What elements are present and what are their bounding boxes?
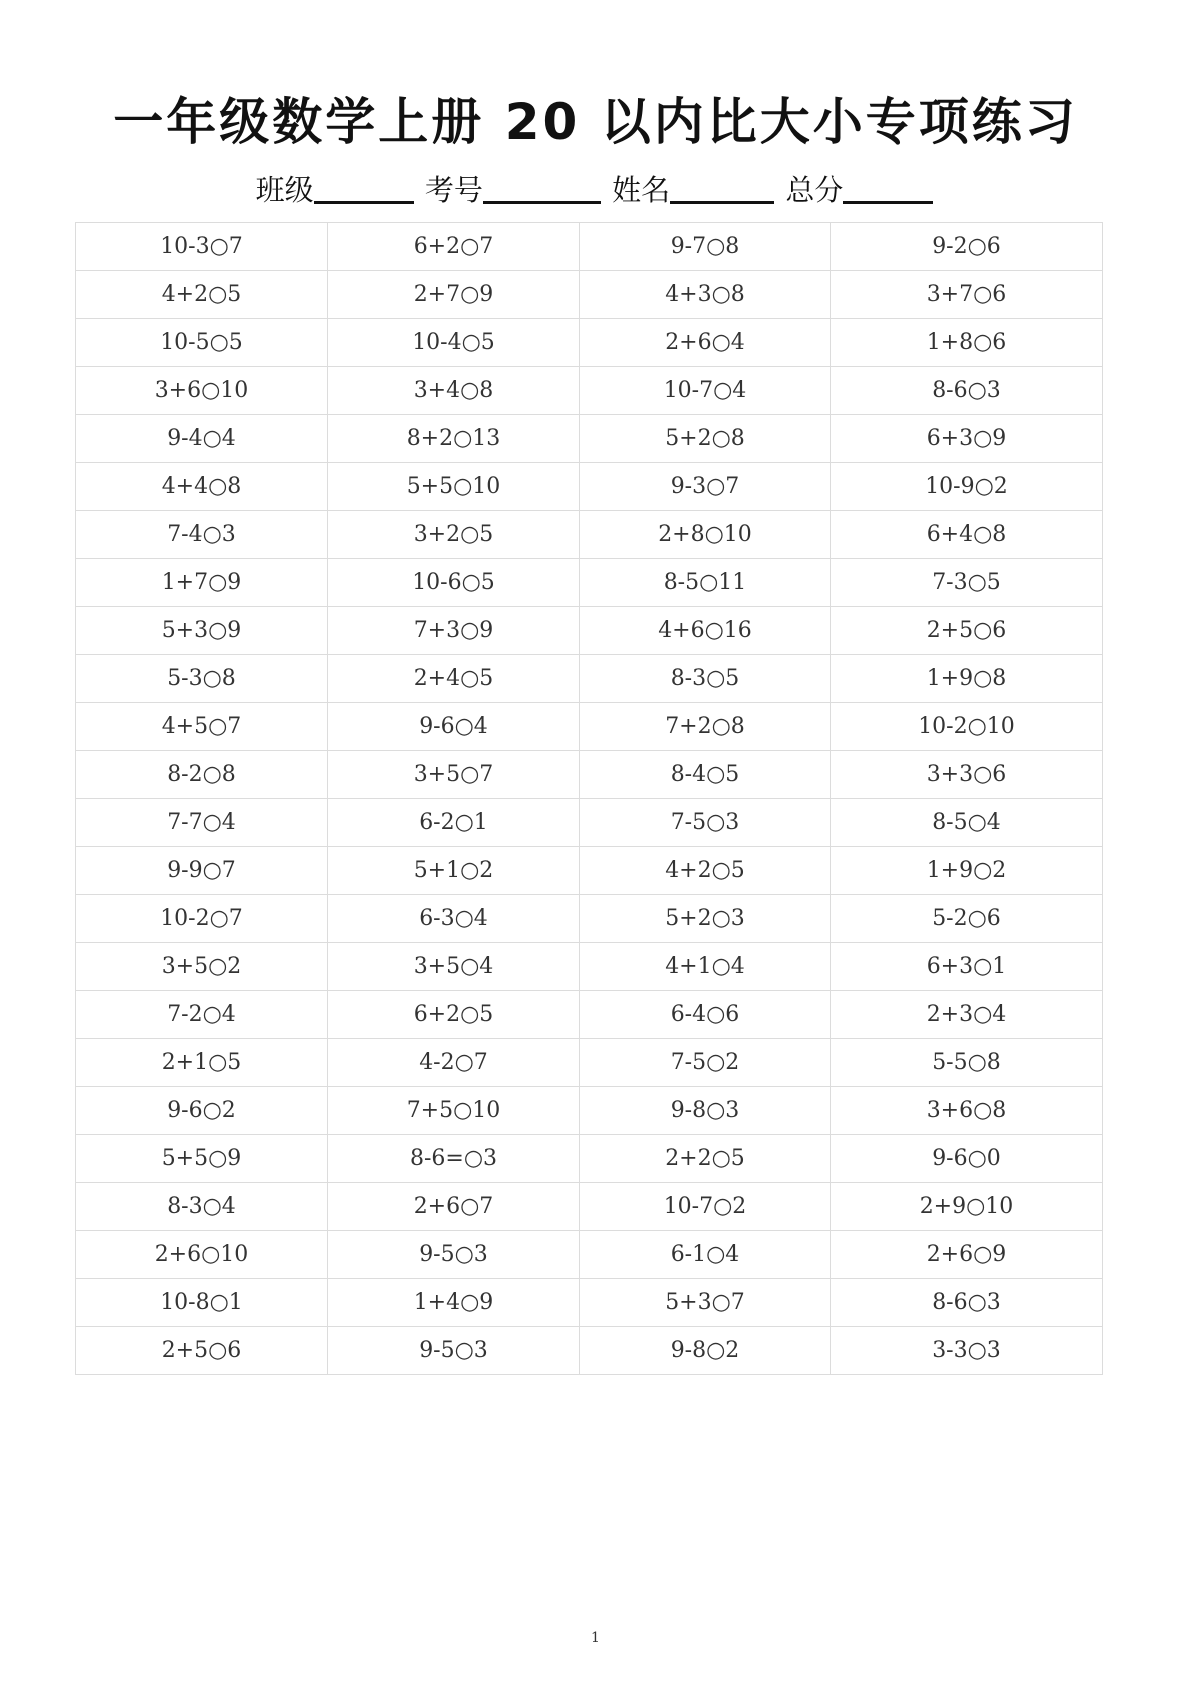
comparison-problem[interactable]: 7+5○10 xyxy=(328,1087,580,1135)
table-row xyxy=(76,655,1103,703)
comparison-problem[interactable]: 5-5○8 xyxy=(831,1039,1103,1087)
comparison-problem[interactable]: 10-4○5 xyxy=(328,319,580,367)
comparison-problem[interactable]: 8-4○5 xyxy=(580,751,831,799)
comparison-problem[interactable]: 9-5○3 xyxy=(328,1327,580,1375)
comparison-problem[interactable]: 6-3○4 xyxy=(328,895,580,943)
class-blank[interactable] xyxy=(314,171,414,204)
comparison-problem[interactable]: 2+3○4 xyxy=(831,991,1103,1039)
table-row xyxy=(76,943,1103,991)
student-info-line xyxy=(0,170,1191,210)
comparison-problem[interactable]: 8-5○11 xyxy=(580,559,831,607)
table-row xyxy=(76,367,1103,415)
comparison-problem[interactable]: 3+4○8 xyxy=(328,367,580,415)
comparison-problem[interactable]: 2+1○5 xyxy=(76,1039,328,1087)
comparison-problem[interactable]: 5+5○10 xyxy=(328,463,580,511)
comparison-problem[interactable]: 9-3○7 xyxy=(580,463,831,511)
table-row xyxy=(76,1135,1103,1183)
comparison-problem[interactable]: 8-3○5 xyxy=(580,655,831,703)
table-row xyxy=(76,1039,1103,1087)
comparison-problem[interactable]: 7+2○8 xyxy=(580,703,831,751)
comparison-problem[interactable]: 4+2○5 xyxy=(76,271,328,319)
exam-number-blank[interactable] xyxy=(483,171,601,204)
comparison-problem[interactable]: 2+6○4 xyxy=(580,319,831,367)
comparison-problem[interactable]: 10-6○5 xyxy=(328,559,580,607)
comparison-problem[interactable]: 8-6○3 xyxy=(831,1279,1103,1327)
total-score-blank[interactable] xyxy=(843,171,933,204)
comparison-problem[interactable]: 4+1○4 xyxy=(580,943,831,991)
comparison-problem[interactable]: 10-9○2 xyxy=(831,463,1103,511)
comparison-problem[interactable]: 10-3○7 xyxy=(76,223,328,271)
comparison-problem[interactable]: 9-8○3 xyxy=(580,1087,831,1135)
table-row xyxy=(76,1087,1103,1135)
comparison-problem[interactable]: 1+4○9 xyxy=(328,1279,580,1327)
comparison-problem[interactable]: 9-2○6 xyxy=(831,223,1103,271)
comparison-problem[interactable]: 5+2○3 xyxy=(580,895,831,943)
comparison-problem[interactable]: 4+2○5 xyxy=(580,847,831,895)
comparison-problem[interactable]: 1+9○2 xyxy=(831,847,1103,895)
comparison-problem[interactable]: 7-7○4 xyxy=(76,799,328,847)
class-label: 班级 xyxy=(255,173,314,207)
comparison-problem[interactable]: 1+9○8 xyxy=(831,655,1103,703)
comparison-problem[interactable]: 6+4○8 xyxy=(831,511,1103,559)
comparison-problem[interactable]: 7-5○2 xyxy=(580,1039,831,1087)
comparison-problem[interactable]: 4-2○7 xyxy=(328,1039,580,1087)
comparison-problem[interactable]: 7+3○9 xyxy=(328,607,580,655)
comparison-problem[interactable]: 4+6○16 xyxy=(580,607,831,655)
comparison-problem[interactable]: 3+2○5 xyxy=(328,511,580,559)
comparison-problem[interactable]: 7-2○4 xyxy=(76,991,328,1039)
table-row xyxy=(76,607,1103,655)
comparison-problem[interactable]: 10-2○10 xyxy=(831,703,1103,751)
comparison-problem[interactable]: 3+5○7 xyxy=(328,751,580,799)
comparison-problem[interactable]: 6+2○7 xyxy=(328,223,580,271)
table-row xyxy=(76,463,1103,511)
comparison-problem[interactable]: 9-6○0 xyxy=(831,1135,1103,1183)
comparison-problem[interactable]: 3+6○10 xyxy=(76,367,328,415)
comparison-problem[interactable]: 9-6○4 xyxy=(328,703,580,751)
comparison-problem[interactable]: 6+3○1 xyxy=(831,943,1103,991)
comparison-problem[interactable]: 8-3○4 xyxy=(76,1183,328,1231)
comparison-problem[interactable]: 8-6=○3 xyxy=(328,1135,580,1183)
comparison-problem[interactable]: 10-7○2 xyxy=(580,1183,831,1231)
comparison-problem[interactable]: 1+8○6 xyxy=(831,319,1103,367)
comparison-problem[interactable]: 7-5○3 xyxy=(580,799,831,847)
table-row xyxy=(76,319,1103,367)
table-row xyxy=(76,895,1103,943)
page-number: 1 xyxy=(591,1630,600,1646)
exercise-table xyxy=(75,222,1103,1375)
comparison-problem[interactable]: 5+3○9 xyxy=(76,607,328,655)
comparison-problem[interactable]: 6-4○6 xyxy=(580,991,831,1039)
table-row xyxy=(76,1231,1103,1279)
comparison-problem[interactable]: 9-4○4 xyxy=(76,415,328,463)
table-row xyxy=(76,271,1103,319)
table-row xyxy=(76,1183,1103,1231)
comparison-problem[interactable]: 10-2○7 xyxy=(76,895,328,943)
total-score-label: 总分 xyxy=(785,173,844,207)
name-blank[interactable] xyxy=(670,171,774,204)
table-row xyxy=(76,751,1103,799)
comparison-problem[interactable]: 9-8○2 xyxy=(580,1327,831,1375)
table-row xyxy=(76,703,1103,751)
page-title: 一年级数学上册 20 以内比大小专项练习 xyxy=(113,93,1078,151)
comparison-problem[interactable]: 2+6○10 xyxy=(76,1231,328,1279)
comparison-problem[interactable]: 5+1○2 xyxy=(328,847,580,895)
comparison-problem[interactable]: 2+8○10 xyxy=(580,511,831,559)
comparison-problem[interactable]: 2+5○6 xyxy=(831,607,1103,655)
comparison-problem[interactable]: 1+7○9 xyxy=(76,559,328,607)
comparison-problem[interactable]: 6-1○4 xyxy=(580,1231,831,1279)
comparison-problem[interactable]: 8-6○3 xyxy=(831,367,1103,415)
comparison-problem[interactable]: 4+4○8 xyxy=(76,463,328,511)
comparison-problem[interactable]: 6+3○9 xyxy=(831,415,1103,463)
comparison-problem[interactable]: 3+5○2 xyxy=(76,943,328,991)
comparison-problem[interactable]: 10-7○4 xyxy=(580,367,831,415)
comparison-problem[interactable]: 9-7○8 xyxy=(580,223,831,271)
table-row xyxy=(76,847,1103,895)
table-row xyxy=(76,1327,1103,1375)
comparison-problem[interactable]: 5-2○6 xyxy=(831,895,1103,943)
comparison-problem[interactable]: 4+5○7 xyxy=(76,703,328,751)
comparison-problem[interactable]: 4+3○8 xyxy=(580,271,831,319)
exam-number-label: 考号 xyxy=(424,173,483,207)
table-row xyxy=(76,415,1103,463)
comparison-problem[interactable]: 2+9○10 xyxy=(831,1183,1103,1231)
comparison-problem[interactable]: 5+2○8 xyxy=(580,415,831,463)
comparison-problem[interactable]: 5-3○8 xyxy=(76,655,328,703)
comparison-problem[interactable]: 7-4○3 xyxy=(76,511,328,559)
comparison-problem[interactable]: 3+3○6 xyxy=(831,751,1103,799)
comparison-problem[interactable]: 8-2○8 xyxy=(76,751,328,799)
comparison-problem[interactable]: 10-8○1 xyxy=(76,1279,328,1327)
comparison-problem[interactable]: 7-3○5 xyxy=(831,559,1103,607)
comparison-problem[interactable]: 3+7○6 xyxy=(831,271,1103,319)
comparison-problem[interactable]: 5+5○9 xyxy=(76,1135,328,1183)
comparison-problem[interactable]: 10-5○5 xyxy=(76,319,328,367)
table-row xyxy=(76,1279,1103,1327)
comparison-problem[interactable]: 3-3○3 xyxy=(831,1327,1103,1375)
comparison-problem[interactable]: 9-6○2 xyxy=(76,1087,328,1135)
table-row xyxy=(76,559,1103,607)
comparison-problem[interactable]: 9-9○7 xyxy=(76,847,328,895)
table-row xyxy=(76,511,1103,559)
comparison-problem[interactable]: 2+6○9 xyxy=(831,1231,1103,1279)
comparison-problem[interactable]: 6+2○5 xyxy=(328,991,580,1039)
comparison-problem[interactable]: 9-5○3 xyxy=(328,1231,580,1279)
comparison-problem[interactable]: 3+6○8 xyxy=(831,1087,1103,1135)
comparison-problem[interactable]: 8+2○13 xyxy=(328,415,580,463)
comparison-problem[interactable]: 5+3○7 xyxy=(580,1279,831,1327)
name-label: 姓名 xyxy=(612,173,671,207)
table-row xyxy=(76,799,1103,847)
comparison-problem[interactable]: 3+5○4 xyxy=(328,943,580,991)
comparison-problem[interactable]: 8-5○4 xyxy=(831,799,1103,847)
table-row xyxy=(76,223,1103,271)
comparison-problem[interactable]: 6-2○1 xyxy=(328,799,580,847)
comparison-problem[interactable]: 2+2○5 xyxy=(580,1135,831,1183)
comparison-problem[interactable]: 2+7○9 xyxy=(328,271,580,319)
comparison-problem[interactable]: 2+4○5 xyxy=(328,655,580,703)
comparison-problem[interactable]: 2+6○7 xyxy=(328,1183,580,1231)
table-row xyxy=(76,991,1103,1039)
comparison-problem[interactable]: 2+5○6 xyxy=(76,1327,328,1375)
